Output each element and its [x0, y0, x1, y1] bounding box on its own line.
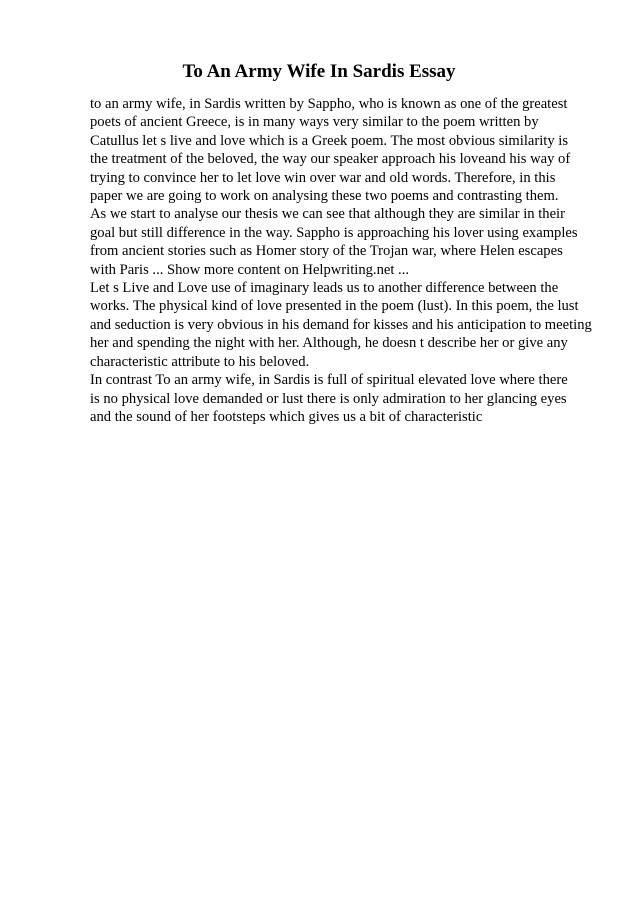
text-line: works. The physical kind of love presented in the poem (lust). In this poem, the lust	[90, 298, 579, 315]
text-line: characteristic attribute to his beloved.	[90, 353, 310, 370]
text-line: the treatment of the beloved, the way our speaker approach his loveand his way of	[90, 151, 571, 168]
document-title: To An Army Wife In Sardis Essay	[182, 61, 456, 82]
text-line: to an army wife, in Sardis written by Sappho, who is known as one of the greatest	[90, 96, 568, 112]
text-line: and seduction is very obvious in his demand for kisses and his anticipation to meeting	[90, 316, 592, 333]
text-line: her and spending the night with her. Although, he doesn t describe her or give any	[90, 335, 568, 352]
text-line: trying to convince her to let love win over war and old words. Therefore, in this	[90, 169, 556, 186]
text-line: paper we are going to work on analysing these two poems and contrasting them.	[90, 188, 559, 205]
text-line: Let s Live and Love use of imaginary leads us to another difference between the	[90, 280, 559, 297]
text-line: Catullus let s live and love which is a Greek poem. The most obvious similarity is	[90, 132, 569, 149]
text-line: poets of ancient Greece, is in many ways very similar to the poem written by	[90, 114, 539, 131]
text-line: is no physical love demanded or lust there is only admiration to her glancing eyes	[90, 390, 567, 407]
text-line: As we start to analyse our thesis we can see that although they are similar in their	[90, 206, 565, 223]
text-line: In contrast To an army wife, in Sardis is full of spiritual elevated love where there	[90, 372, 568, 389]
text-line: and the sound of her footsteps which gives us a bit of characteristic	[90, 408, 483, 425]
essay-body	[90, 95, 620, 426]
text-line: from ancient stories such as Homer story of the Trojan war, where Helen escapes	[90, 243, 563, 260]
text-line: with Paris ... Show more content on Helpwriting.net ...	[90, 261, 409, 278]
text-line: goal but still difference in the way. Sappho is approaching his lover using examples	[90, 224, 578, 241]
